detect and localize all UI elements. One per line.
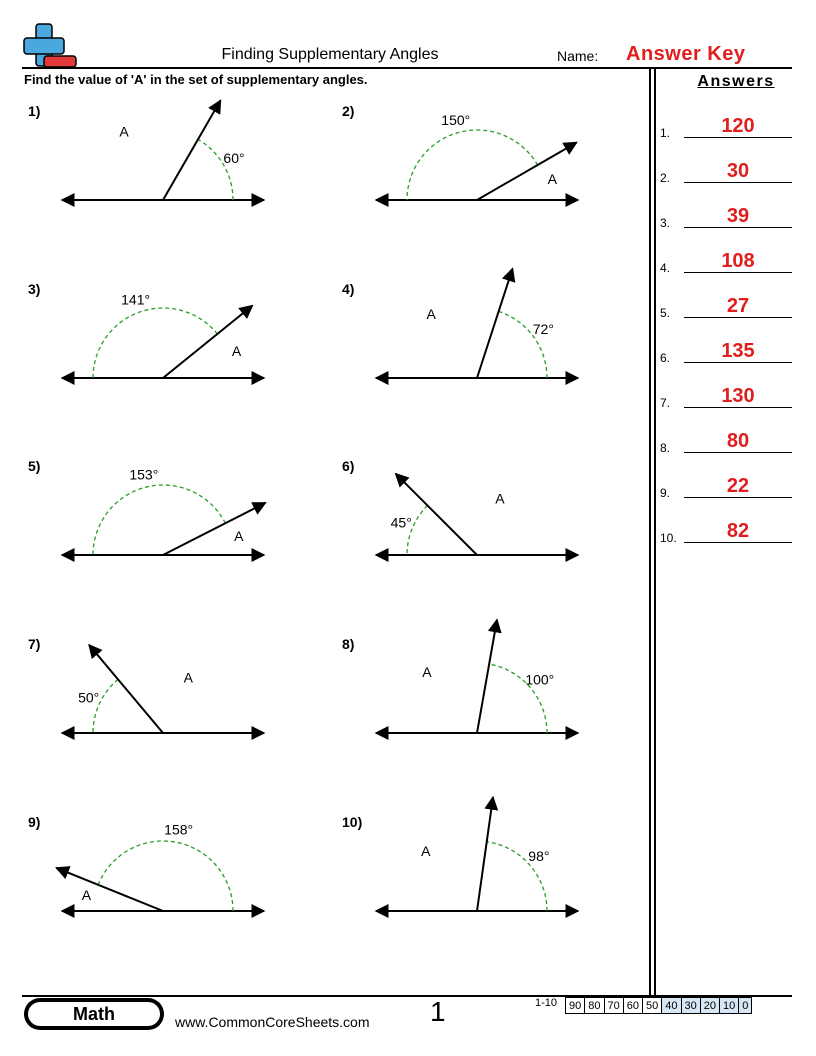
unknown-angle-label: A [183,669,194,686]
problem-4 [342,281,642,421]
answer-number: 3. [660,216,671,230]
given-angle-label: 150° [441,111,471,128]
ray-arrow [477,620,497,733]
given-angle-label: 141° [121,291,151,308]
answer-number: 10. [660,531,677,545]
score-table [565,997,752,1014]
answer-value: 135 [721,340,755,362]
answer-value: 22 [726,475,750,497]
name-label: Name: [557,48,599,64]
unknown-angle-label: A [119,123,129,140]
problem-number: 2) [342,103,355,119]
score-range-label: 1-10 [535,997,558,1009]
answer-value: 27 [726,295,750,317]
problem-9 [28,814,328,954]
answer-number: 8. [660,441,671,455]
problem-3 [28,281,328,421]
problem-number: 4) [342,281,355,297]
answer-row [660,386,792,410]
answer-value: 30 [726,160,750,182]
angle-diagram [28,103,328,243]
answer-value: 82 [726,520,750,542]
answer-row [660,476,792,500]
problem-number: 8) [342,636,355,652]
problem-number: 10) [342,814,363,830]
ray-arrow [163,306,252,378]
answer-number: 2. [660,171,671,185]
answer-column-divider [649,67,651,995]
problem-number: 7) [28,636,41,652]
ray-arrow [163,100,221,200]
answer-number: 1. [660,126,671,140]
given-angle-label: 98° [528,848,550,865]
unknown-angle-label: A [81,887,92,904]
given-angle-label: 72° [532,320,554,337]
score-cell: 10 [720,998,739,1014]
answer-row [660,296,792,320]
answer-row [660,206,792,230]
score-cell: 60 [623,998,642,1014]
problem-1 [28,103,328,243]
ray-arrow [89,645,163,733]
answer-row [660,341,792,365]
score-cell: 30 [681,998,700,1014]
angle-diagram [342,458,642,598]
answers-list [660,0,800,600]
answer-number: 5. [660,306,671,320]
score-cell: 90 [566,998,585,1014]
problem-5 [28,458,328,598]
given-angle-label: 153° [129,466,159,483]
score-cell: 0 [739,998,752,1014]
subject-label: Math [28,1002,160,1026]
problem-8 [342,636,642,776]
unknown-angle-label: A [495,490,505,507]
answer-key-label: Answer Key [626,43,746,65]
problem-10 [342,814,642,954]
score-cell: 40 [662,998,681,1014]
answer-value: 80 [726,430,750,452]
ray-arrow [56,868,163,911]
angle-diagram [342,281,642,421]
unknown-angle-label: A [234,527,244,544]
problem-number: 5) [28,458,41,474]
answer-value: 130 [721,385,755,407]
problem-6 [342,458,642,598]
angle-diagram [342,103,642,243]
answer-row [660,116,792,140]
answer-row [660,251,792,275]
answer-number: 6. [660,351,671,365]
angle-arc [407,130,538,200]
angle-diagram [342,814,642,954]
unknown-angle-label: A [421,843,431,860]
given-angle-label: 100° [525,671,555,688]
ray-arrow [477,797,493,911]
angle-arc [93,485,225,555]
instructions: Find the value of 'A' in the set of supplementary angles. [24,72,368,87]
answer-number: 7. [660,396,671,410]
plus-minus-logo-icon [22,22,78,70]
answer-number: 9. [660,486,671,500]
answer-row [660,431,792,455]
problem-number: 3) [28,281,41,297]
score-cell: 50 [643,998,662,1014]
angle-arc [98,841,233,911]
ray-arrow [163,503,265,555]
angle-diagram [28,814,328,954]
answers-heading: Answers [697,73,775,90]
answer-value: 108 [721,250,755,272]
angle-diagram [342,636,642,776]
angle-arc [198,139,233,200]
given-angle-label: 50° [78,689,100,706]
problem-7 [28,636,328,776]
angle-diagram [28,281,328,421]
answer-value: 120 [721,115,755,137]
score-cell: 70 [604,998,623,1014]
problem-number: 9) [28,814,41,830]
score-cell: 20 [700,998,719,1014]
angle-diagram [28,636,328,776]
given-angle-label: 158° [164,821,194,838]
answer-row [660,521,792,545]
answer-column-divider [654,67,656,995]
subject-badge [24,998,164,1030]
angle-arc [93,308,217,378]
answer-number: 4. [660,261,671,275]
score-cell: 80 [585,998,604,1014]
given-angle-label: 45° [390,514,412,531]
unknown-angle-label: A [231,342,242,359]
unknown-angle-label: A [547,170,558,187]
unknown-angle-label: A [422,664,432,681]
angle-arc [93,679,118,733]
unknown-angle-label: A [426,305,436,322]
answer-row [660,161,792,185]
problem-number: 1) [28,103,41,119]
website-url: www.CommonCoreSheets.com [175,1014,370,1030]
angle-diagram [28,458,328,598]
ray-arrow [477,269,513,378]
problem-2 [342,103,642,243]
given-angle-label: 60° [223,150,245,166]
answer-value: 39 [726,205,750,227]
page-number: 1 [430,996,446,1027]
worksheet-title: Finding Supplementary Angles [221,46,439,63]
problem-number: 6) [342,458,355,474]
